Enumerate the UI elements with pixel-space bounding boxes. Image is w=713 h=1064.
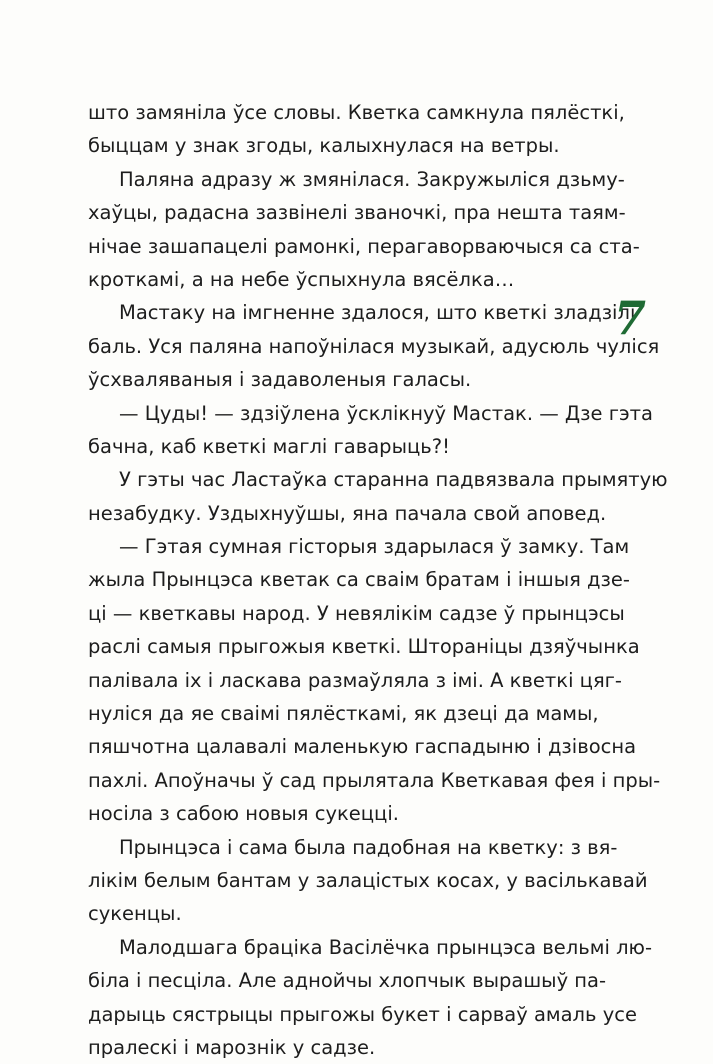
text-line: бачна, каб кветкі маглі гаварыць?!: [88, 434, 450, 458]
text-line: пяшчотна цалавалі маленькую гаспадыню і дзівосна: [88, 735, 637, 759]
text-line: лікім белым бантам у залацістых косах, у васількавай: [88, 868, 648, 892]
text-line: — Гэтая сумная гісторыя здарылася ў замку. Там: [119, 535, 630, 559]
text-line: жыла Прынцэса кветак са сваім братам і іншыя дзе-: [88, 568, 630, 592]
text-line: ці — кветкавы народ. У невялікім садзе ў прынцэсы: [88, 601, 625, 625]
text-line: Малодшага брацiка Васілёчка прынцэса вельмі лю-: [119, 935, 652, 959]
text-line: пралескі і марознік у садзе.: [88, 1035, 376, 1059]
text-line: Прынцэса і сама была падобная на кветку: з вя-: [119, 835, 618, 859]
text-line: Мастаку на імгненне здалося, што кветкі зладзілі: [119, 301, 636, 325]
text-line: біла і песціла. Але аднойчы хлопчык вырашыў па-: [88, 969, 607, 993]
text-line: пахлі. Апоўначы ў сад прылятала Кветкавая фея і пры-: [88, 768, 661, 792]
text-line: сукенцы.: [88, 902, 182, 926]
text-line: нічае зашапацелі рамонкі, перагаворваючыся са ста-: [88, 234, 640, 258]
text-line: баль. Уся паляна напоўнілася музыкай, адусюль чуліся: [88, 334, 660, 358]
text-line: У гэты час Ластаўка старанна падвязвала прымятую: [119, 468, 668, 492]
text-line: быццам у знак згоды, калыхнулася на ветры.: [88, 134, 560, 158]
text-line: што замяніла ўсе словы. Кветка самкнула пялёсткі,: [88, 101, 625, 124]
text-line: дарыць сястрыцы прыгожы букет і сарваў амаль усе: [88, 1002, 637, 1026]
text-line: носіла з сабою новыя сукеццi.: [88, 802, 399, 826]
body-text: [88, 96, 668, 1064]
text-line: незабудку. Уздыхнуўшы, яна пачала свой аповед.: [88, 501, 607, 525]
page-number: 7: [613, 291, 646, 345]
text-line: нуліся да яе сваімі пялёсткамі, як дзеці да мамы,: [88, 702, 599, 726]
text-line: Паляна адразу ж змянілася. Закружыліся дзьму-: [119, 167, 625, 191]
text-line: ўсхваляваныя і задаволеныя галасы.: [88, 368, 472, 392]
text-line: — Цуды! — здзіўлена ўсклікнуў Мастак. — Дзе гэта: [119, 401, 653, 425]
text-line: хаўцы, радасна зазвінелі званочкі, пра нешта таям-: [88, 201, 626, 225]
text-line: раслі самыя прыгожыя кветкі. Штораніцы дзяўчынка: [88, 635, 640, 659]
text-line: кроткамі, а на небе ўспыхнула вясёлка…: [88, 267, 515, 291]
text-line: палівала іх і ласкава размаўляла з імі. А кветкі цяг-: [88, 668, 622, 692]
